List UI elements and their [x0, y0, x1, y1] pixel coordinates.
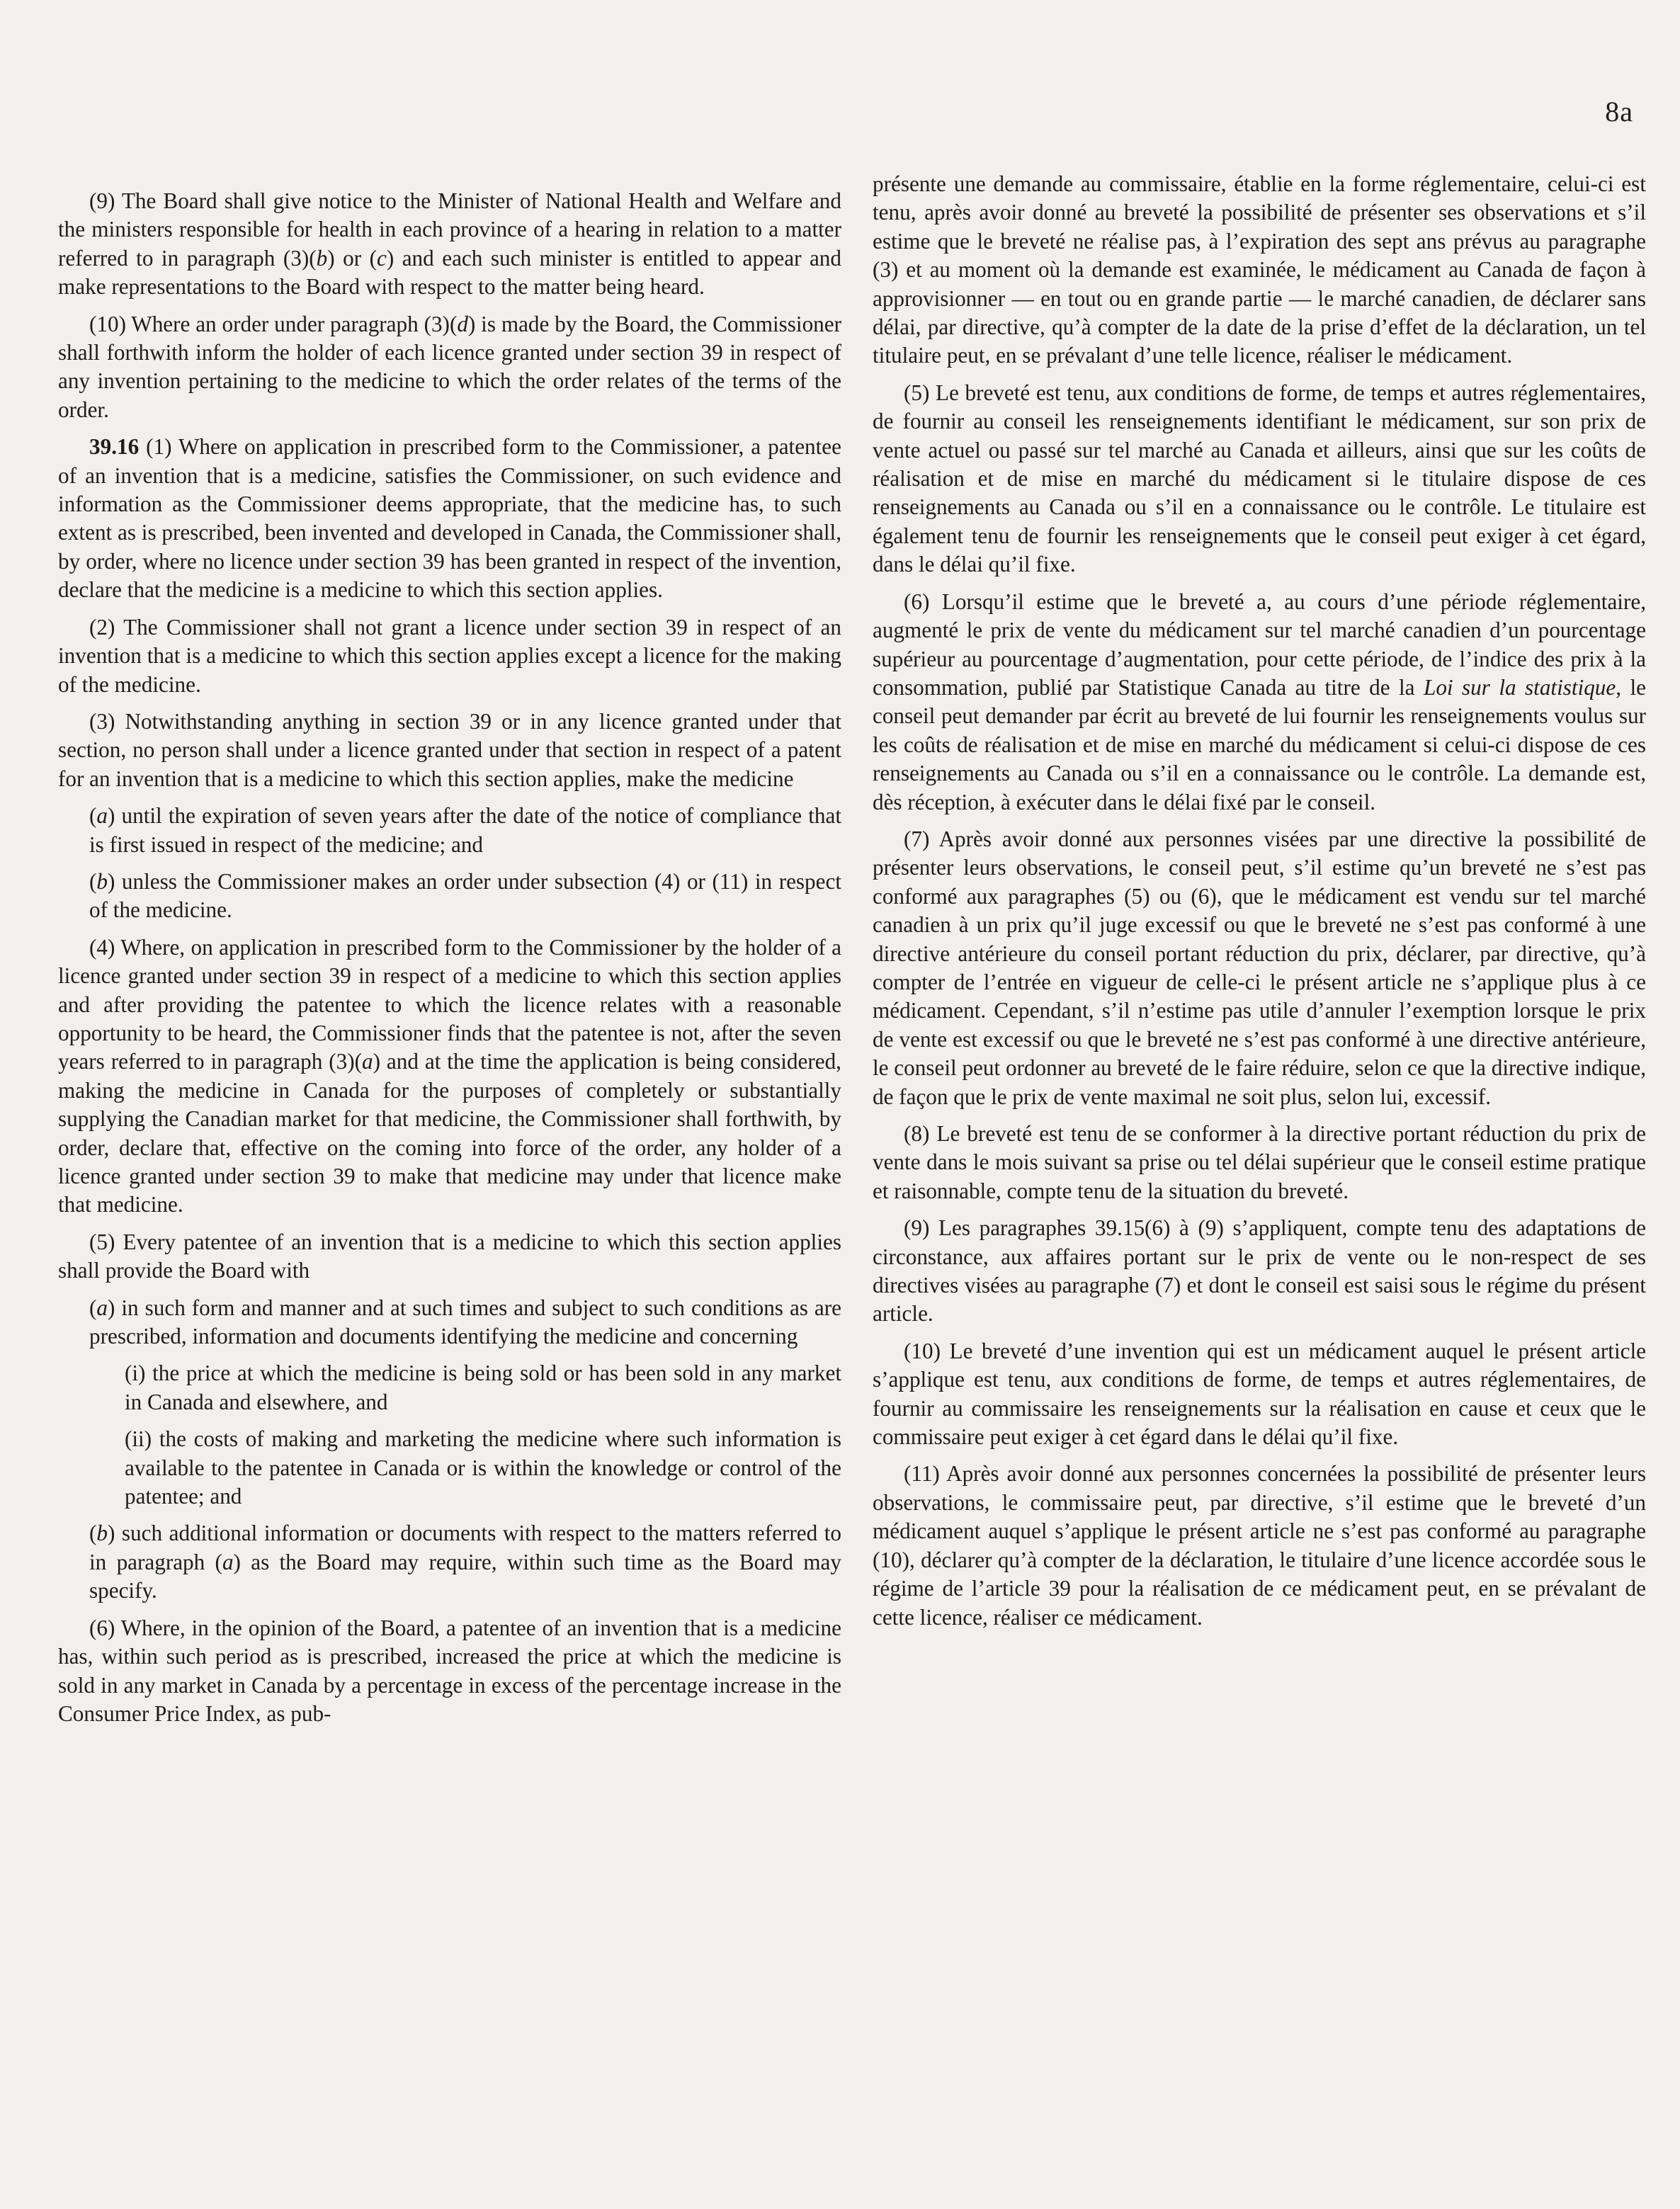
- text-run: (3) Notwithstanding anything in section 39 or in any licence granted under that section, no person shall under a licence granted under that section in respect of a patent for an invention that is a medicine to which this section applies, make the medicine: [58, 708, 841, 791]
- paragraph-p9: [58, 187, 841, 302]
- text-run: (1) Where on application in prescribed form to the Commissioner, a patentee of an invention that is a medicine, satisfies the Commissioner, on such evidence and information as the Commissioner deems appropriate, that the medicine has, to such extent as is prescribed, been invented and developed in Canada, the Commissioner shall, by order, where no licence under section 39 has been granted in respect of the invention, declare that the medicine is a medicine to which this section applies.: [58, 434, 841, 603]
- paragraph-s3916-5a-ii: [58, 1425, 841, 1511]
- paragraph-s3916-2: [58, 613, 841, 699]
- paragraph-fr-7: [873, 825, 1646, 1111]
- text-run: ) and each such minister is entitled to appear and make representations to the Board with respect to the matter being heard.: [58, 245, 841, 300]
- text-run: ) and at the time the application is being considered, making the medicine in Canada for the purposes of completely or substantially supplying the Canadian market for that medicine, the Commissioner shall forthwith, by order, declare that, effective on the coming into force of the order, any holder of a licence granted under section 39 to make that medicine may under that licence make that medicine.: [58, 1049, 841, 1217]
- text-run: (10) Where an order under paragraph (3)(: [89, 311, 458, 336]
- text-run: b: [316, 245, 328, 271]
- text-run: ) as the Board may require, within such time as the Board may specify.: [89, 1549, 841, 1603]
- text-run: , le conseil peut demander par écrit au breveté de lui fournir les renseignements voulus sur les coûts de réalisation et de mise en marché du médicament si celui-ci dispose de ces renseignements au Canada ou s’il en a connaissance ou le contrôle. La demande est, dès réception, à exécuter dans le délai fixé par le conseil.: [873, 674, 1646, 814]
- text-run: b: [96, 1521, 108, 1546]
- paragraph-s3916-4: [58, 933, 841, 1220]
- text-run: (: [89, 1521, 97, 1546]
- text-run: ) in such form and manner and at such times and subject to such conditions as are prescribed, information and documents identifying the medicine and concerning: [89, 1295, 841, 1349]
- text-run: (: [89, 868, 97, 894]
- text-run: (10) Le breveté d’une invention qui est un médicament auquel le présent article s’applique est tenu, aux conditions de forme, de temps et autres réglementaires, de fournir au commissaire les renseignements sur la réalisation en cause et ceux que le commissaire peut exiger à cet égard dans le délai qu’il fixe.: [873, 1338, 1646, 1450]
- text-run: Loi sur la statistique: [1423, 674, 1616, 700]
- paragraph-s3916-3b: [58, 868, 841, 925]
- paragraph-s3916-5a-i: [58, 1359, 841, 1416]
- text-run: (4) Where, on application in prescribed form to the Commissioner by the holder of a licence granted under section 39 in respect of a medicine to which this section applies and after providing the patentee to which the licence relates with a reasonable opportunity to be heard, the Commissioner finds that the patentee is not, after the seven years referred to in paragraph (3)(: [58, 934, 841, 1074]
- french-column: [873, 170, 1646, 1640]
- paragraph-fr-10: [873, 1337, 1646, 1452]
- text-run: (: [89, 1295, 97, 1320]
- text-run: a: [222, 1549, 234, 1574]
- text-run: a: [96, 803, 108, 829]
- text-run: (8) Le breveté est tenu de se conformer à la directive portant réduction du prix de vente dans le mois suivant sa prise ou tel délai supérieur que le conseil estime pratique et raisonnable, compte tenu de la situation du breveté.: [873, 1121, 1646, 1203]
- paragraph-s3916-3a: [58, 802, 841, 859]
- text-run: (i) the price at which the medicine is being sold or has been sold in any market in Canada and elsewhere, and: [125, 1361, 841, 1414]
- text-run: b: [96, 868, 108, 894]
- text-run: ) such additional information or documents with respect to the matters referred to in paragraph (: [89, 1521, 841, 1574]
- paragraph-fr-6: [873, 588, 1646, 817]
- text-run: c: [376, 245, 387, 271]
- text-run: (ii) the costs of making and marketing the medicine where such information is available to the patentee in Canada or is within the knowledge or control of the patentee; and: [125, 1426, 841, 1509]
- text-run: (2) The Commissioner shall not grant a licence under section 39 in respect of an invention that is a medicine to which this section applies except a licence for the making of the medicine.: [58, 614, 841, 697]
- text-run: (6) Where, in the opinion of the Board, a patentee of an invention that is a medicine has, within such period as is prescribed, increased the price at which the medicine is sold in any market in Canada by a percentage in excess of the percentage increase in the Consumer Price Index, as pub-: [58, 1615, 841, 1726]
- paragraph-fr-11: [873, 1460, 1646, 1631]
- paragraph-fr-8: [873, 1120, 1646, 1205]
- text-run: ) until the expiration of seven years after the date of the notice of compliance that is first issued in respect of the medicine; and: [89, 803, 841, 857]
- paragraph-fr-9: [873, 1214, 1646, 1329]
- text-run: (9) The Board shall give notice to the Minister of National Health and Welfare and the ministers responsible for health in each province of a hearing in relation to a matter referred to in paragraph (3)(: [58, 188, 841, 271]
- paragraph-fr-5: [873, 379, 1646, 579]
- text-run: d: [457, 311, 468, 336]
- text-run: ) unless the Commissioner makes an order under subsection (4) or (11) in respect of the medicine.: [89, 868, 841, 923]
- page-number: 8a: [1605, 96, 1633, 127]
- paragraph-p10: [58, 310, 841, 425]
- paragraph-fr-cont: [873, 170, 1646, 370]
- text-run: ) or (: [327, 245, 377, 271]
- text-run: a: [96, 1295, 108, 1320]
- text-run: présente une demande au commissaire, établie en la forme réglementaire, celui-ci est tenu, après avoir donné au breveté la possibilité de présenter ses observations et s’il estime que le breveté ne réalise pas, à l’expiration des sept ans prévus au paragraphe (3) et au moment où la demande est examinée, le médicament au Canada de façon à approvisionner — en tout ou en grande partie — le marché canadien, de déclarer sans délai, par directive, qu’à compter de la date de la prise d’effet de la déclaration, un tel titulaire peut, en se prévalant d’une telle licence, réaliser le médicament.: [873, 171, 1646, 368]
- text-run: (7) Après avoir donné aux personnes visées par une directive la possibilité de présenter leurs observations, le conseil peut, s’il estime qu’un breveté ne s’est pas conformé aux paragraphes (5) ou (6), que le médicament est vendu sur tel marché canadien à un prix qu’il juge excessif ou que le breveté ne s’est pas conformé à une directive antérieure du conseil portant réduction du prix, déclarer, par directive, qu’à compter de l’entrée en vigueur de celle-ci le présent article ne s’applique plus à ce médicament. Cependant, s’il n’estime pas utile d’annuler l’exemption lorsque le prix de vente est excessif ou que le breveté ne s’est pas conformé à une directive antérieure, le conseil peut ordonner au breveté de le faire réduire, selon ce que la directive indique, de façon que le prix de vente maximal ne soit plus, selon lui, excessif.: [873, 826, 1646, 1109]
- text-run: ) is made by the Board, the Commissioner shall forthwith inform the holder of each licence granted under section 39 in respect of any invention pertaining to the medicine to which the order relates of the terms of the order.: [58, 311, 841, 422]
- english-column: [58, 187, 841, 1737]
- text-run: a: [362, 1049, 373, 1074]
- paragraph-s3916-5b: [58, 1519, 841, 1605]
- paragraph-s3916-3: [58, 708, 841, 793]
- text-run: (5) Every patentee of an invention that is a medicine to which this section applies shall provide the Board with: [58, 1229, 841, 1283]
- paragraph-s3916-1: [58, 433, 841, 604]
- paragraph-s3916-6: [58, 1614, 841, 1729]
- text-run: (: [89, 803, 97, 829]
- paragraph-s3916-5: [58, 1228, 841, 1285]
- text-run: (5) Le breveté est tenu, aux conditions de forme, de temps et autres réglementaires, de fournir au conseil les renseignements identifiant le médicament, sur son prix de vente actuel ou passé sur tel marché au Canada et ailleurs, ainsi que sur les coûts de réalisation et de mise en marché du médicament si le titulaire dispose de ces renseignements au Canada ou s’il en a connaissance ou le contrôle. Le titulaire est également tenu de fournir les renseignements que le conseil peut exiger à cet égard, dans le délai qu’il fixe.: [873, 380, 1646, 577]
- text-run: (6) Lorsqu’il estime que le breveté a, au cours d’une période réglementaire, augmenté le prix de vente du médicament sur tel marché canadien d’un pourcentage supérieur au pourcentage d’augmentation, pour cette période, de l’indice des prix à la consommation, publié par Statistique Canada au titre de la: [873, 589, 1646, 700]
- text-run: 39.16: [89, 434, 140, 460]
- paragraph-s3916-5a: [58, 1294, 841, 1351]
- text-run: (11) Après avoir donné aux personnes concernées la possibilité de présenter leurs observations, le commissaire peut, par directive, s’il estime que le breveté d’un médicament auquel s’applique le présent article ne s’est pas conformé au paragraphe (10), déclarer qu’à compter de la déclaration, le titulaire d’une licence accordée sous le régime de l’article 39 pour la réalisation de ce médicament peut, en se prévalant de cette licence, réaliser ce médicament.: [873, 1461, 1646, 1630]
- text-run: (9) Les paragraphes 39.15(6) à (9) s’appliquent, compte tenu des adaptations de circonstance, aux affaires portant sur le prix de vente ou le non-respect de ses directives visées au paragraphe (7) et dont le conseil est saisi sous le régime du présent article.: [873, 1215, 1646, 1327]
